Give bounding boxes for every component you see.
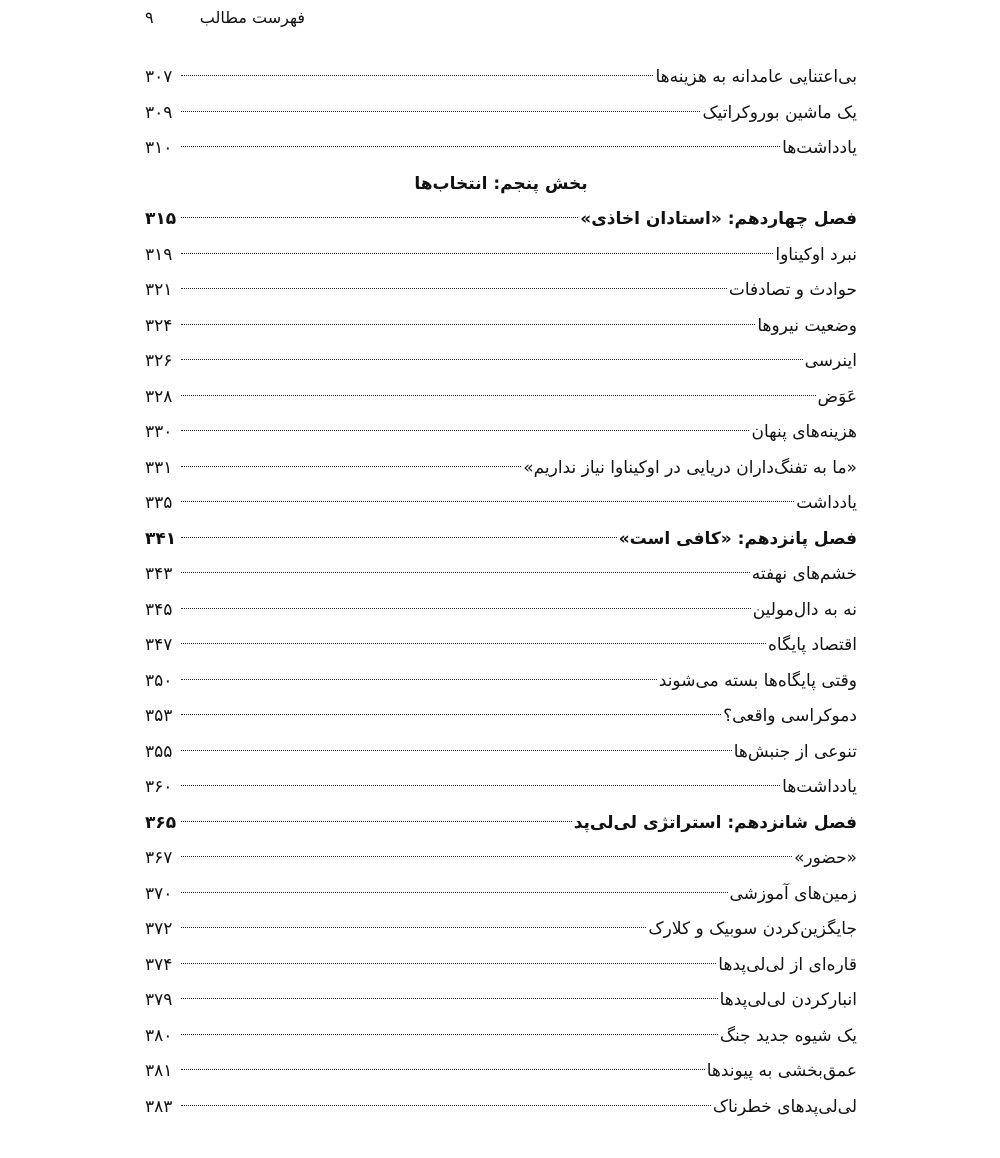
- dot-leader: [181, 430, 749, 431]
- entry-title: هزینه‌های پنهان: [751, 422, 857, 442]
- entry-title: وضعیت نیروها: [757, 315, 857, 336]
- entry-title: اقتصاد پایگاه: [768, 635, 857, 655]
- entry-page-number: ۳۱۹: [145, 244, 173, 265]
- entry-page-number: ۳۶۵: [145, 812, 177, 833]
- entry-page-number: ۳۸۳: [145, 1096, 173, 1117]
- entry-title: جایگزین‌کردن سوبیک و کلارک: [648, 919, 857, 939]
- toc-entry-row: [145, 770, 857, 806]
- dot-leader: [181, 537, 617, 538]
- entry-title: انبارکردن لی‌لی‌پدها: [719, 990, 857, 1010]
- entry-title: یک شیوه جدید جنگ: [719, 1025, 857, 1046]
- dot-leader: [181, 324, 755, 325]
- entry-page-number: ۳۰۹: [145, 102, 173, 123]
- table-of-contents: [145, 60, 857, 1125]
- entry-title: یک ماشین بوروکراتیک: [702, 102, 857, 123]
- entry-title: دموکراسی واقعی؟: [723, 706, 857, 726]
- dot-leader: [181, 75, 653, 76]
- entry-page-number: ۳۶۰: [145, 777, 173, 797]
- toc-entry-row: [145, 664, 857, 700]
- toc-entry-row: [145, 60, 857, 96]
- dot-leader: [181, 714, 721, 715]
- entry-page-number: ۳۴۵: [145, 599, 173, 620]
- toc-entry-row: [145, 273, 857, 309]
- toc-entry-row: [145, 912, 857, 948]
- entry-page-number: ۳۶۷: [145, 848, 173, 868]
- dot-leader: [181, 501, 794, 502]
- entry-title: یادداشت: [796, 493, 857, 513]
- toc-chapter-row: [145, 522, 857, 558]
- dot-leader: [181, 892, 728, 893]
- entry-page-number: ۳۲۱: [145, 280, 173, 300]
- toc-entry-row: [145, 1019, 857, 1055]
- entry-title: عمق‌بخشی به پیوندها: [706, 1061, 857, 1081]
- entry-page-number: ۳۷۰: [145, 883, 173, 904]
- toc-entry-row: [145, 380, 857, 416]
- toc-entry-row: [145, 131, 857, 167]
- dot-leader: [181, 821, 572, 822]
- toc-entry-row: [145, 628, 857, 664]
- toc-entry-row: [145, 877, 857, 913]
- entry-title: بی‌اعتنایی عامدانه به هزینه‌ها: [655, 67, 857, 87]
- dot-leader: [181, 1069, 705, 1070]
- toc-entry-row: [145, 451, 857, 487]
- entry-page-number: ۳۳۱: [145, 457, 173, 478]
- toc-entry-row: [145, 238, 857, 274]
- section-heading: بخش پنجم: انتخاب‌ها: [414, 173, 588, 194]
- entry-page-number: ۳۴۷: [145, 635, 173, 655]
- chapter-title: فصل شانزدهم: استراتژی لی‌لی‌پد: [573, 812, 857, 833]
- entry-page-number: ۳۲۴: [145, 315, 173, 336]
- entry-page-number: ۳۴۳: [145, 564, 173, 584]
- toc-entry-row: [145, 486, 857, 522]
- entry-page-number: ۳۴۱: [145, 528, 177, 549]
- entry-page-number: ۳۲۸: [145, 386, 173, 407]
- entry-page-number: ۳۵۰: [145, 670, 173, 691]
- dot-leader: [181, 1105, 711, 1106]
- dot-leader: [181, 927, 646, 928]
- toc-entry-row: [145, 309, 857, 345]
- entry-page-number: ۳۵۳: [145, 706, 173, 726]
- dot-leader: [181, 785, 780, 786]
- toc-entry-row: [145, 948, 857, 984]
- entry-title: یادداشت‌ها: [782, 138, 857, 158]
- entry-page-number: ۳۲۶: [145, 351, 173, 371]
- running-header-title: فهرست مطالب: [199, 7, 305, 27]
- entry-page-number: ۳۳۵: [145, 493, 173, 513]
- toc-entry-row: [145, 841, 857, 877]
- entry-title: یادداشت‌ها: [782, 777, 857, 797]
- entry-title: حوادث و تصادفات: [728, 280, 857, 300]
- dot-leader: [181, 359, 803, 360]
- entry-title: زمین‌های آموزشی: [729, 883, 857, 904]
- entry-page-number: ۳۰۷: [145, 67, 173, 87]
- dot-leader: [181, 856, 792, 857]
- dot-leader: [181, 146, 780, 147]
- toc-entry-row: [145, 699, 857, 735]
- entry-title: «ما به تفنگ‌داران دریایی در اوکیناوا نیاز نداریم»: [523, 457, 857, 478]
- entry-title: تنوعی از جنبش‌ها: [733, 741, 857, 762]
- dot-leader: [181, 679, 657, 680]
- dot-leader: [181, 217, 578, 218]
- running-header: [145, 4, 305, 30]
- entry-title: لی‌لی‌پدهای خطرناک: [712, 1096, 857, 1117]
- entry-page-number: ۳۷۹: [145, 990, 173, 1010]
- chapter-title: فصل پانزدهم: «کافی است»: [618, 528, 857, 549]
- dot-leader: [181, 395, 816, 396]
- chapter-title: فصل چهاردهم: «استادان اخاذی»: [580, 209, 857, 229]
- entry-page-number: ۳۱۰: [145, 138, 173, 158]
- dot-leader: [181, 288, 727, 289]
- toc-entry-row: [145, 1090, 857, 1126]
- dot-leader: [181, 1034, 718, 1035]
- dot-leader: [181, 572, 750, 573]
- page-number: ۹: [145, 7, 154, 27]
- entry-title: عَوَض: [817, 386, 857, 407]
- toc-chapter-row: [145, 202, 857, 238]
- entry-title: نبرد اوکیناوا: [775, 244, 857, 265]
- dot-leader: [181, 750, 732, 751]
- entry-title: اینرسی: [804, 351, 857, 371]
- dot-leader: [181, 466, 521, 467]
- dot-leader: [181, 963, 716, 964]
- dot-leader: [181, 643, 766, 644]
- toc-entry-row: [145, 344, 857, 380]
- entry-title: وقتی پایگاه‌ها بسته می‌شوند: [658, 670, 857, 691]
- entry-title: خشم‌های نهفته: [751, 564, 857, 584]
- toc-entry-row: [145, 557, 857, 593]
- entry-page-number: ۳۵۵: [145, 741, 173, 762]
- entry-page-number: ۳۱۵: [145, 209, 177, 229]
- entry-page-number: ۳۸۱: [145, 1061, 173, 1081]
- toc-entry-row: [145, 96, 857, 132]
- dot-leader: [181, 111, 700, 112]
- toc-entry-row: [145, 415, 857, 451]
- entry-page-number: ۳۷۴: [145, 954, 173, 975]
- toc-entry-row: [145, 735, 857, 771]
- toc-chapter-row: [145, 806, 857, 842]
- entry-title: نه به دال‌مولین: [752, 599, 857, 620]
- dot-leader: [181, 998, 718, 999]
- entry-title: «حضور»: [793, 848, 857, 868]
- toc-entry-row: [145, 593, 857, 629]
- entry-page-number: ۳۸۰: [145, 1025, 173, 1046]
- entry-page-number: ۳۷۲: [145, 919, 173, 939]
- dot-leader: [181, 608, 751, 609]
- entry-title: قاره‌ای از لی‌لی‌پدها: [718, 954, 857, 975]
- entry-page-number: ۳۳۰: [145, 422, 173, 442]
- toc-entry-row: [145, 983, 857, 1019]
- dot-leader: [181, 253, 773, 254]
- toc-entry-row: [145, 1054, 857, 1090]
